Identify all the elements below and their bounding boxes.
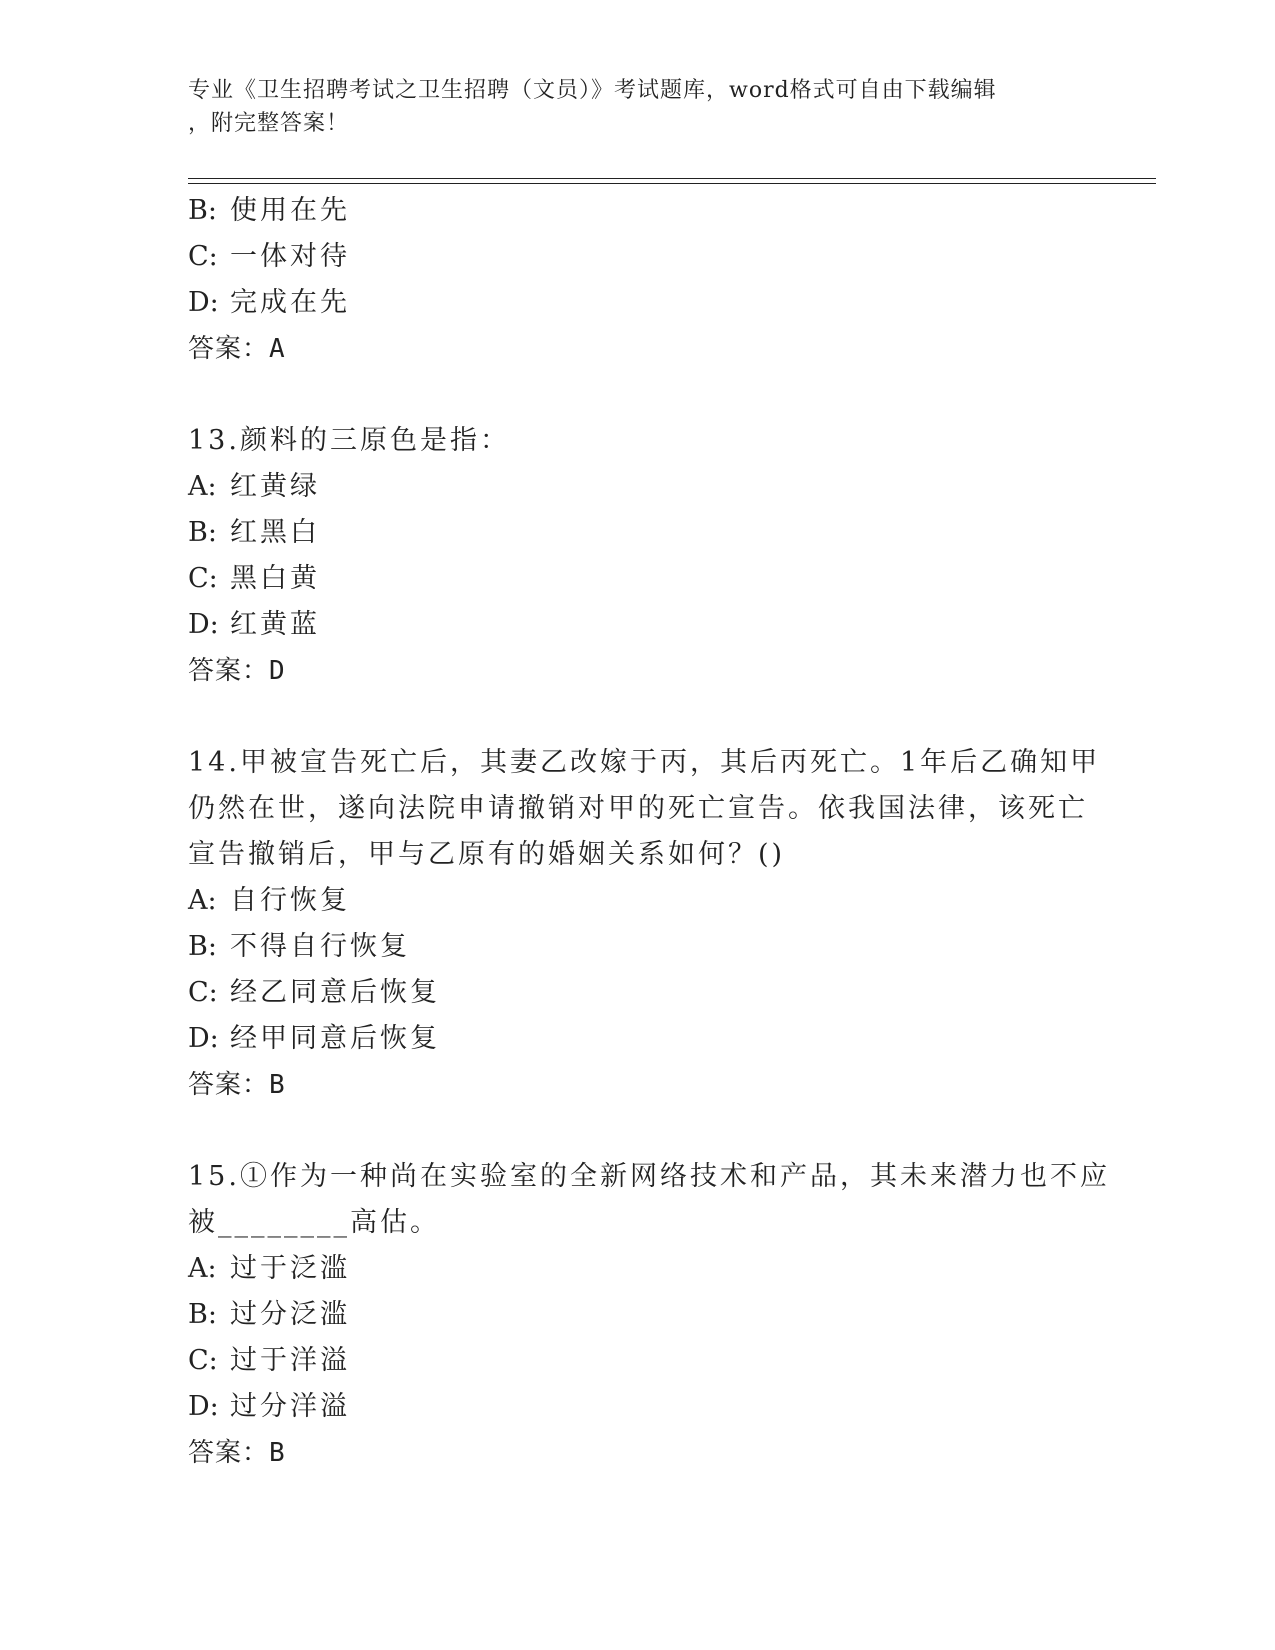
document-header [188,74,1068,140]
question-stem: 13.颜料的三原色是指： [188,425,510,456]
option-a: A: 红黄绿 [188,471,320,502]
option-c: C: 经乙同意后恢复 [188,977,440,1008]
option-b: B: 使用在先 [188,195,350,226]
spacer [188,372,1088,418]
option-b: B: 红黑白 [188,517,320,548]
option-d: D: 经甲同意后恢复 [188,1023,440,1054]
header-line-1: 专业《卫生招聘考试之卫生招聘（文员）》考试题库，word格式可自由下载编辑 [188,78,997,103]
option-c: C: 过于洋溢 [188,1345,350,1376]
option-c: C: 黑白黄 [188,563,320,594]
option-d: D: 过分洋溢 [188,1391,350,1422]
question-list [188,188,1110,1476]
question-15 [188,1154,1110,1476]
option-a: A: 自行恢复 [188,885,350,916]
question-stem-line-1: 15.①作为一种尚在实验室的全新网络技术和产品，其未来潜力也不应 [188,1161,1110,1192]
question-stem-line-2: 仍然在世，遂向法院申请撤销对甲的死亡宣告。依我国法律，该死亡 [188,793,1088,824]
answer-line: 答案：B [188,1438,286,1468]
answer-line: 答案：B [188,1070,286,1100]
question-stem-line-3: 宣告撤销后，甲与乙原有的婚姻关系如何？() [188,839,786,870]
question-13 [188,418,1088,694]
spacer [188,694,1088,740]
question-stem-line-1: 14.甲被宣告死亡后，其妻乙改嫁于丙，其后丙死亡。1年后乙确知甲 [188,747,1101,778]
option-b: B: 不得自行恢复 [188,931,410,962]
header-divider-bottom [188,183,1156,184]
answer-line: 答案：A [188,334,286,364]
option-b: B: 过分泛滥 [188,1299,350,1330]
option-c: C: 一体对待 [188,241,350,272]
option-d: D: 红黄蓝 [188,609,320,640]
option-a: A: 过于泛滥 [188,1253,350,1284]
header-divider-top [188,178,1156,179]
answer-line: 答案：D [188,656,286,686]
question-stem-line-2: 被________高估。 [188,1207,440,1238]
question-14 [188,740,1101,1108]
question-12 [188,188,1088,372]
spacer [188,1108,1088,1154]
header-line-2: ，附完整答案！ [188,111,350,136]
option-d: D: 完成在先 [188,287,350,318]
